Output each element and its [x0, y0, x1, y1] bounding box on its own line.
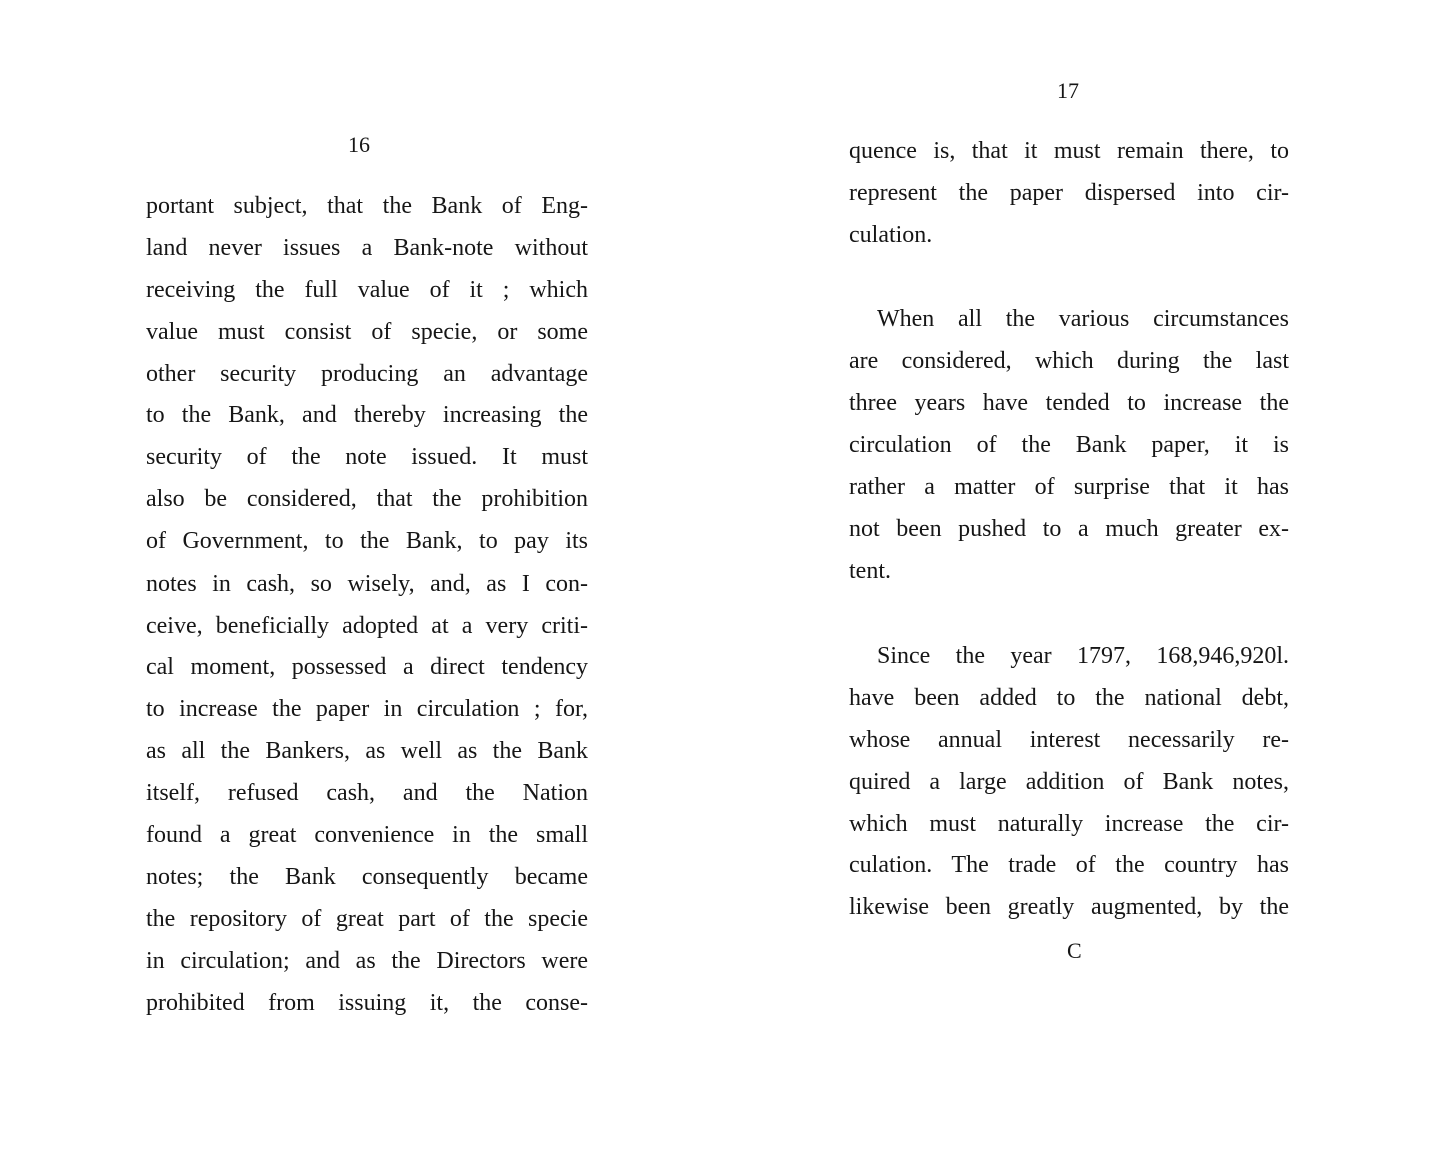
text-line: quence is, that it must remain there, to — [849, 138, 1289, 164]
text-line: culation. The trade of the country has — [849, 852, 1289, 878]
text-line: as all the Bankers, as well as the Bank — [146, 738, 588, 764]
text-line: which must naturally increase the cir- — [849, 811, 1289, 837]
text-line: likewise been greatly augmented, by the — [849, 894, 1289, 920]
text-line: rather a matter of surprise that it has — [849, 474, 1289, 500]
text-line: value must consist of specie, or some — [146, 319, 588, 345]
text-line: prohibited from issuing it, the conse- — [146, 990, 588, 1016]
text-line: When all the various circumstances — [877, 306, 1289, 332]
right-page-number: 17 — [1057, 78, 1079, 103]
text-line: notes; the Bank consequently became — [146, 864, 588, 890]
text-line: to increase the paper in circulation ; for, — [146, 696, 588, 722]
text-line: have been added to the national debt, — [849, 685, 1289, 711]
text-line: security of the note issued. It must — [146, 444, 588, 470]
left-page — [0, 0, 719, 1165]
left-page-number: 16 — [348, 132, 370, 157]
signature-mark: C — [1067, 938, 1082, 963]
text-line: also be considered, that the prohibition — [146, 486, 588, 512]
text-line: in circulation; and as the Directors were — [146, 948, 588, 974]
text-line: portant subject, that the Bank of Eng- — [146, 193, 588, 219]
text-line: of Government, to the Bank, to pay its — [146, 528, 588, 554]
text-line: itself, refused cash, and the Nation — [146, 780, 588, 806]
text-line: found a great convenience in the small — [146, 822, 588, 848]
text-line: tent. — [849, 558, 891, 584]
text-line: receiving the full value of it ; which — [146, 277, 588, 303]
right-page — [719, 0, 1439, 1165]
text-line: three years have tended to increase the — [849, 390, 1289, 416]
text-line: the repository of great part of the specie — [146, 906, 588, 932]
text-line: to the Bank, and thereby increasing the — [146, 402, 588, 428]
text-line: culation. — [849, 222, 933, 248]
text-line: Since the year 1797, 168,946,920l. — [877, 643, 1289, 669]
text-line: quired a large addition of Bank notes, — [849, 769, 1289, 795]
text-line: not been pushed to a much greater ex- — [849, 516, 1289, 542]
text-line: represent the paper dispersed into cir- — [849, 180, 1289, 206]
text-line: cal moment, possessed a direct tendency — [146, 654, 588, 680]
text-line: ceive, beneficially adopted at a very criti- — [146, 613, 588, 639]
text-line: land never issues a Bank-note without — [146, 235, 588, 261]
text-line: notes in cash, so wisely, and, as I con- — [146, 571, 588, 597]
text-line: whose annual interest necessarily re- — [849, 727, 1289, 753]
text-line: other security producing an advantage — [146, 361, 588, 387]
text-line: are considered, which during the last — [849, 348, 1289, 374]
text-line: circulation of the Bank paper, it is — [849, 432, 1289, 458]
